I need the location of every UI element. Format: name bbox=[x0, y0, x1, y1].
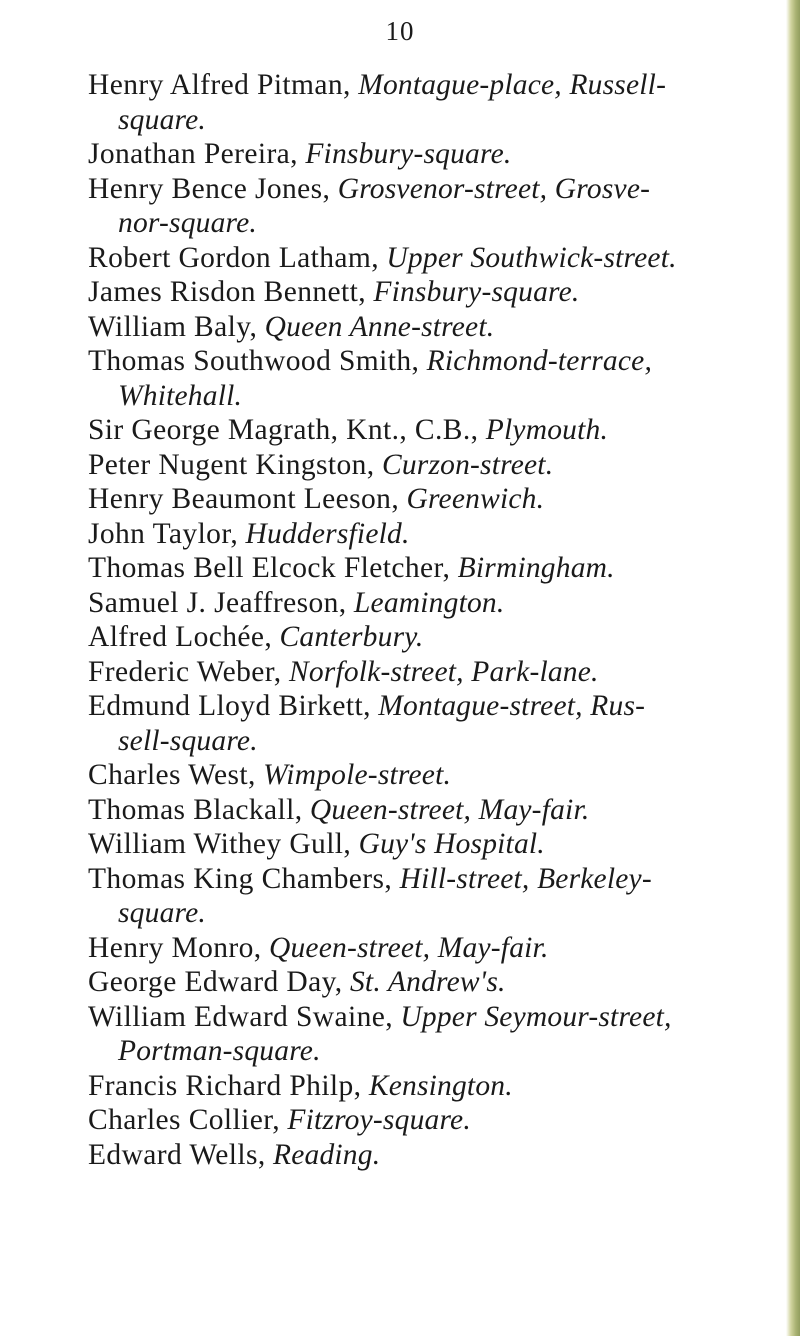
list-item bbox=[88, 482, 748, 517]
member-address-continuation: Whitehall. bbox=[118, 379, 243, 412]
member-name: William Baly, bbox=[88, 310, 258, 343]
member-address-continuation: square. bbox=[118, 103, 206, 136]
member-name: William Edward Swaine, bbox=[88, 1000, 393, 1033]
member-address: Leamington. bbox=[353, 586, 505, 619]
member-address-continuation: Portman-square. bbox=[118, 1035, 321, 1067]
member-address: Richmond-terrace, bbox=[426, 345, 653, 377]
member-name: Charles West, bbox=[88, 759, 256, 791]
member-name: Thomas Southwood Smith, bbox=[88, 345, 420, 377]
page-number: 10 bbox=[385, 16, 415, 46]
member-address: Finsbury-square. bbox=[373, 276, 580, 308]
member-address: Queen Anne-street. bbox=[264, 310, 495, 343]
member-name: Edward Wells, bbox=[88, 1138, 266, 1171]
list-item bbox=[88, 1000, 748, 1069]
member-address: Reading. bbox=[272, 1138, 381, 1171]
list-item bbox=[88, 1138, 748, 1173]
member-address: Finsbury-square. bbox=[305, 138, 512, 170]
member-address: Queen-street, May-fair. bbox=[309, 793, 590, 826]
list-item bbox=[88, 758, 748, 793]
list-item bbox=[88, 137, 748, 172]
member-address: Greenwich. bbox=[406, 483, 545, 515]
list-item bbox=[88, 68, 748, 137]
member-address-continuation: sell-square. bbox=[118, 724, 258, 757]
member-address: Guy's Hospital. bbox=[358, 828, 545, 860]
list-item bbox=[88, 344, 748, 413]
member-name: Henry Monro, bbox=[88, 931, 262, 964]
list-item bbox=[88, 448, 748, 483]
list-item bbox=[88, 551, 748, 586]
member-name: Jonathan Pereira, bbox=[88, 138, 298, 170]
list-item bbox=[88, 620, 748, 655]
member-name: Samuel J. Jeaffreson, bbox=[88, 586, 347, 619]
member-name: Robert Gordon Latham, bbox=[88, 241, 380, 274]
member-name: Henry Bence Jones, bbox=[88, 172, 331, 205]
list-item bbox=[88, 413, 748, 448]
list-item bbox=[88, 1069, 748, 1104]
list-item bbox=[88, 172, 748, 241]
member-name: Sir George Magrath, Knt., C.B., bbox=[88, 414, 479, 446]
member-name: Thomas King Chambers, bbox=[88, 862, 393, 895]
member-address: Montague-street, Rus- bbox=[378, 690, 646, 722]
member-name: Edmund Lloyd Birkett, bbox=[88, 690, 371, 722]
member-address: Curzon-street. bbox=[381, 448, 554, 481]
member-address: Canterbury. bbox=[279, 621, 424, 653]
member-name: George Edward Day, bbox=[88, 966, 343, 998]
member-address: Montague-place, Russell- bbox=[358, 69, 667, 101]
member-address-continuation: nor-square. bbox=[118, 207, 257, 239]
member-address: Upper Seymour-street, bbox=[400, 1000, 672, 1033]
member-address: Fitzroy-square. bbox=[287, 1104, 471, 1136]
list-item bbox=[88, 1103, 748, 1138]
list-item bbox=[88, 689, 748, 758]
list-item bbox=[88, 862, 748, 931]
list-item bbox=[88, 965, 748, 1000]
member-name: Alfred Lochée, bbox=[88, 621, 273, 653]
list-item bbox=[88, 827, 748, 862]
member-address: Hill-street, Berkeley- bbox=[399, 862, 652, 895]
list-item bbox=[88, 517, 748, 552]
member-name: Thomas Bell Elcock Fletcher, bbox=[88, 552, 451, 584]
member-address: Norfolk-street, Park-lane. bbox=[288, 655, 599, 688]
member-address: Queen-street, May-fair. bbox=[268, 931, 549, 964]
member-address: Wimpole-street. bbox=[263, 759, 452, 791]
member-address: Huddersfield. bbox=[245, 517, 410, 550]
list-item bbox=[88, 586, 748, 621]
page-edge-discoloration bbox=[786, 0, 800, 1336]
list-item bbox=[88, 655, 748, 690]
list-item bbox=[88, 931, 748, 966]
member-address: Plymouth. bbox=[485, 414, 609, 446]
list-item bbox=[88, 793, 748, 828]
member-list bbox=[88, 68, 748, 1172]
list-item bbox=[88, 275, 748, 310]
list-item bbox=[88, 241, 748, 276]
member-name: Francis Richard Philp, bbox=[88, 1069, 362, 1102]
member-name: Henry Alfred Pitman, bbox=[88, 69, 351, 101]
member-address: Upper Southwick-street. bbox=[386, 241, 677, 274]
member-address-continuation: square. bbox=[118, 897, 206, 929]
member-name: Peter Nugent Kingston, bbox=[88, 448, 375, 481]
member-address: Birmingham. bbox=[457, 552, 615, 584]
member-name: James Risdon Bennett, bbox=[88, 276, 366, 308]
member-name: Thomas Blackall, bbox=[88, 793, 303, 826]
list-item bbox=[88, 310, 748, 345]
member-name: Henry Beaumont Leeson, bbox=[88, 483, 400, 515]
member-name: William Withey Gull, bbox=[88, 828, 352, 860]
member-address: Kensington. bbox=[368, 1069, 513, 1102]
member-name: John Taylor, bbox=[88, 517, 239, 550]
member-address: Grosvenor-street, Grosve- bbox=[337, 172, 651, 205]
member-name: Charles Collier, bbox=[88, 1104, 281, 1136]
member-name: Frederic Weber, bbox=[88, 655, 282, 688]
member-address: St. Andrew's. bbox=[349, 966, 506, 998]
